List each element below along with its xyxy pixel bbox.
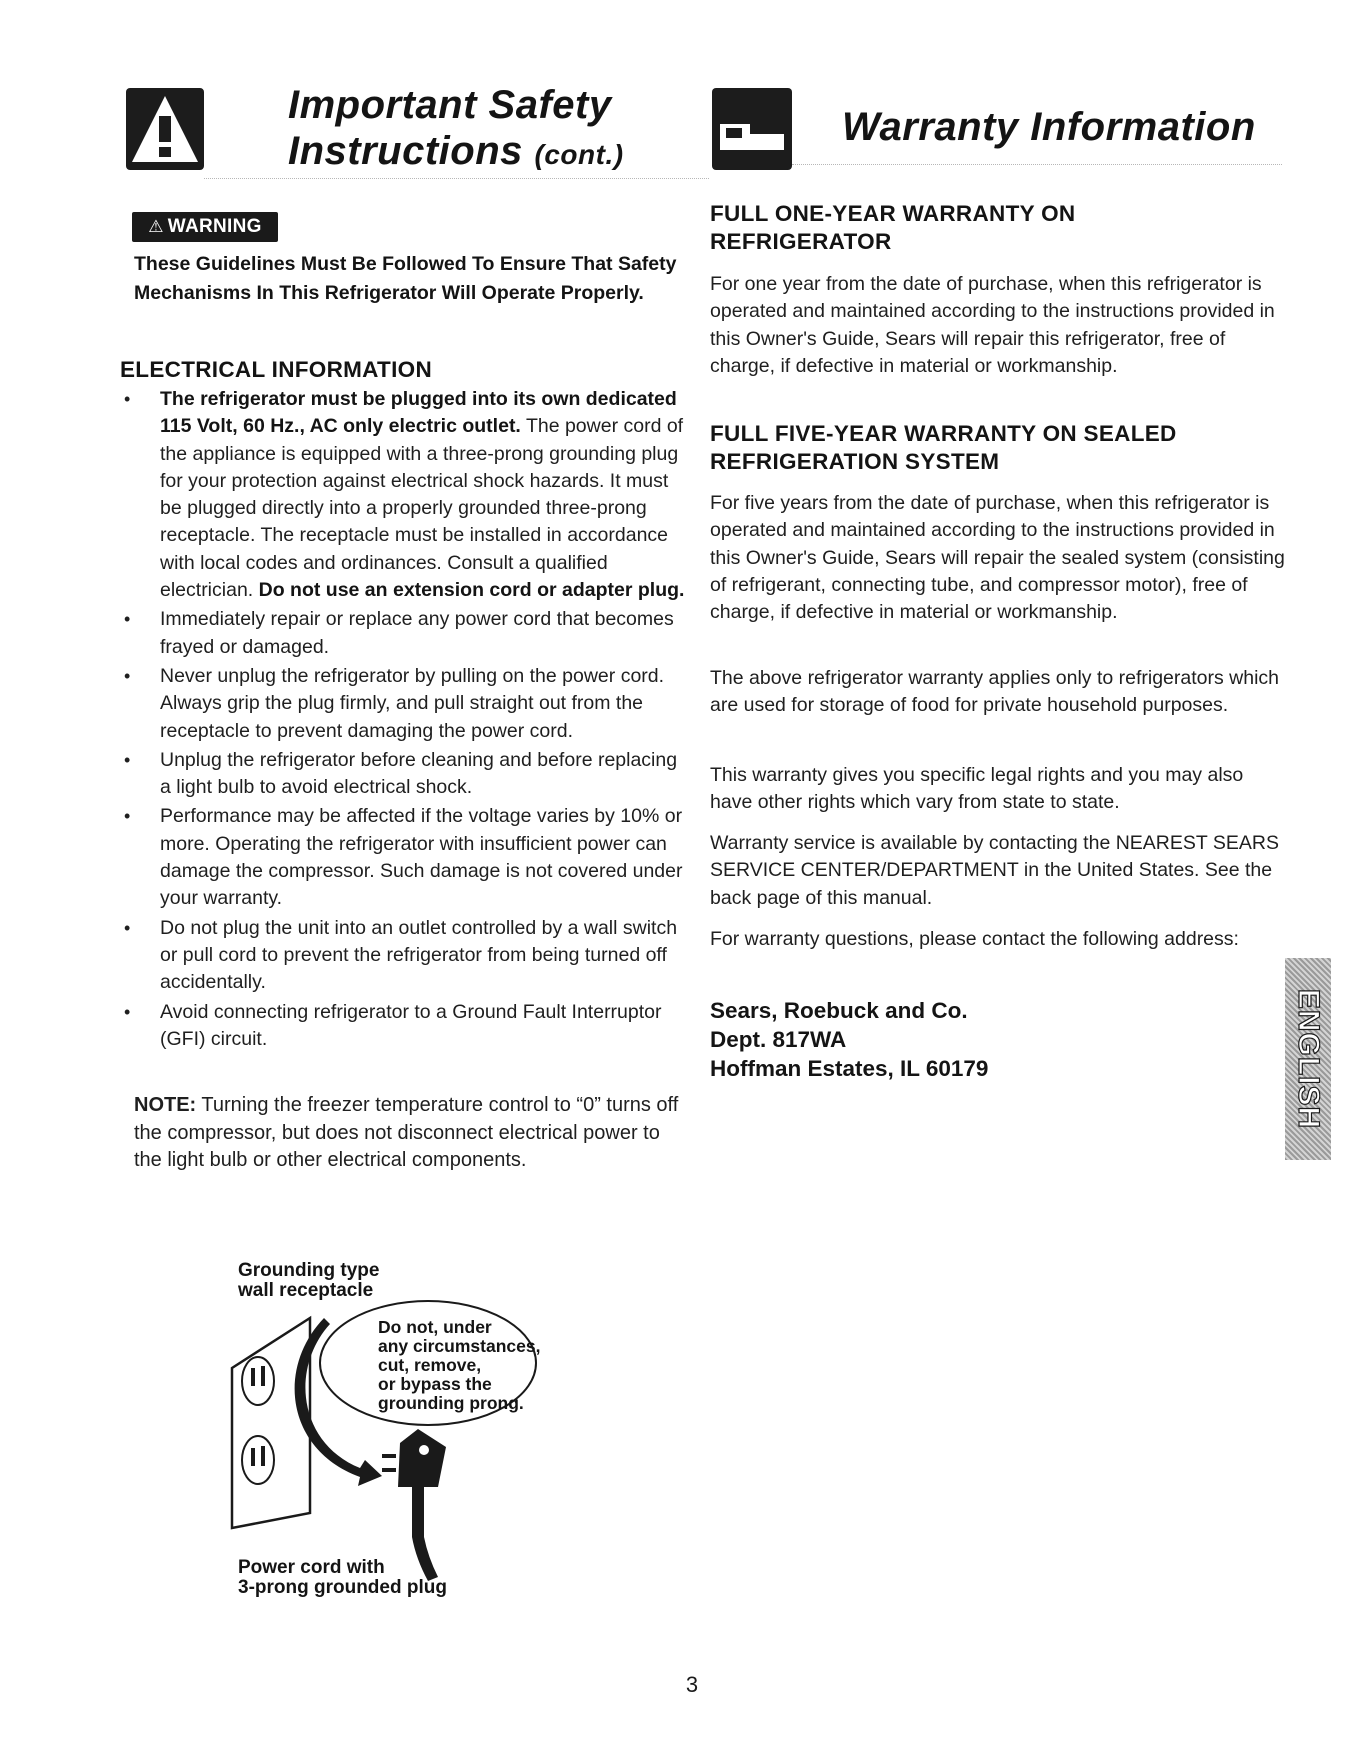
item1-bold: The refrigerator must be plugged into its own dedicated 115 Volt, 60 Hz., AC only electric outlet. (160, 388, 677, 438)
usage-paragraph: The above refrigerator warranty applies only to refrigerators which are used for storage of food for private household purposes. (710, 667, 1280, 717)
warning-triangle-icon: ⚠ (148, 217, 164, 236)
bypass-warning-line3: cut, remove, (378, 1355, 482, 1375)
five-year-warranty-text (710, 490, 1285, 626)
bypass-warning-line5: grounding prong. (378, 1393, 524, 1413)
note-text: Turning the freezer temperature control to “0” turns off the compressor, but does not disconnect electrical power to the light bulb or other electrical components. (134, 1094, 679, 1171)
page-number: 3 (685, 1672, 699, 1697)
list-item: • Immediately repair or replace any power cord that becomes frayed or damaged. (118, 606, 690, 661)
warranty-header-title (842, 104, 1256, 150)
service-text (710, 830, 1285, 912)
usage-restriction-text (710, 665, 1285, 720)
warning-guidelines: These Guidelines Must Be Followed To Ensure That Safety Mechanisms In This Refrigerator Will Operate Properly. (134, 253, 677, 304)
address-line2: Dept. 817WA (710, 1027, 847, 1052)
safety-header-title (288, 82, 624, 178)
list-item: • Do not plug the unit into an outlet controlled by a wall switch or pull cord to prevent the refrigerator from being turned off accidentally. (118, 915, 690, 997)
receptacle-label-line1: Grounding type (238, 1260, 380, 1281)
english-tab-label: ENGLISH (1292, 988, 1325, 1130)
bypass-warning-label (378, 1318, 540, 1413)
safety-title-line1: Important Safety (288, 83, 612, 127)
contact-paragraph: For warranty questions, please contact the following address: (710, 928, 1239, 950)
five-year-paragraph: For five years from the date of purchase, when this refrigerator is operated and maintained according to the instructions provided in this Owner's Guide, Sears will repair the sealed system (consisting of refrigerant, connecting tube, and compressor motor), free of charge, if defective in material or workmanship. (710, 492, 1285, 624)
safety-alert-icon (126, 88, 204, 170)
sears-address (710, 996, 988, 1083)
safety-title-suffix: (cont.) (534, 139, 624, 170)
receptacle-label (238, 1261, 379, 1301)
power-cord-label-line2: 3-prong grounded plug (238, 1577, 447, 1598)
one-year-heading-line1: FULL ONE-YEAR WARRANTY ON (710, 201, 1076, 226)
bypass-warning-line4: or bypass the (378, 1374, 492, 1394)
list-item: • Avoid connecting refrigerator to a Ground Fault Interruptor (GFI) circuit. (118, 999, 690, 1054)
item1-bold2: Do not use an extension cord or adapter plug. (258, 579, 685, 602)
bypass-warning-line1: Do not, under (378, 1317, 492, 1337)
address-line3: Hoffman Estates, IL 60179 (710, 1056, 989, 1081)
one-year-warranty-text (710, 271, 1285, 380)
electrical-heading: ELECTRICAL INFORMATION (120, 357, 432, 382)
address-line1: Sears, Roebuck and Co. (710, 998, 968, 1023)
safety-title-line2: Instructions (288, 129, 523, 173)
contact-text (710, 926, 1285, 953)
receptacle-label-line2: wall receptacle (238, 1280, 374, 1301)
legal-rights-text (710, 762, 1285, 817)
one-year-warranty-heading (710, 200, 1075, 256)
warning-badge-text: WARNING (167, 216, 262, 237)
list-item: • Unplug the refrigerator before cleaning and before replacing a light bulb to avoid electrical shock. (118, 747, 690, 802)
left-header-rule (204, 178, 709, 179)
service-paragraph: Warranty service is available by contacting the NEAREST SEARS SERVICE CENTER/DEPARTMENT in the United States. See the back page of this manual. (710, 832, 1279, 909)
legal-rights-paragraph: This warranty gives you specific legal rights and you may also have other rights which vary from state to state. (710, 764, 1244, 814)
bypass-warning-line2: any circumstances, (378, 1336, 541, 1356)
power-cord-label (238, 1558, 447, 1598)
five-year-heading-line1: FULL FIVE-YEAR WARRANTY ON SEALED (710, 421, 1177, 446)
one-year-heading-line2: REFRIGERATOR (710, 229, 892, 254)
note-label: NOTE: (134, 1094, 197, 1116)
one-year-paragraph: For one year from the date of purchase, when this refrigerator is operated and maintained according to the instructions provided in this Owner's Guide, Sears will repair this refrigerator, free of charge, if defective in material or workmanship. (710, 273, 1275, 377)
electrical-list (118, 386, 690, 1055)
list-item: • Never unplug the refrigerator by pulling on the power cord. Always grip the plug firmly, and pull straight out from the receptacle to prevent damaging the power cord. (118, 663, 690, 745)
right-header-rule (792, 164, 1282, 165)
five-year-warranty-heading (710, 420, 1177, 476)
list-item: • Performance may be affected if the voltage varies by 10% or more. Operating the refrigerator with insufficient power can damage the compressor. Such damage is not covered under your warranty. (118, 803, 690, 912)
five-year-heading-line2: REFRIGERATION SYSTEM (710, 449, 1000, 474)
warranty-truck-icon (712, 88, 792, 170)
grounding-illustration (210, 1228, 600, 1608)
power-cord-label-line1: Power cord with (238, 1557, 385, 1578)
list-item (118, 386, 690, 604)
note-paragraph (134, 1092, 686, 1175)
warning-badge (132, 212, 278, 242)
item1-text: The power cord of the appliance is equipped with a three-prong grounding plug for your protection against electrical shock hazards. It must be plugged directly into a properly grounded three-prong receptacle. The receptacle must be installed in accordance with local codes and ordinances. Consult a qualified electrician. (160, 415, 684, 602)
warranty-title: Warranty Information (842, 105, 1256, 149)
